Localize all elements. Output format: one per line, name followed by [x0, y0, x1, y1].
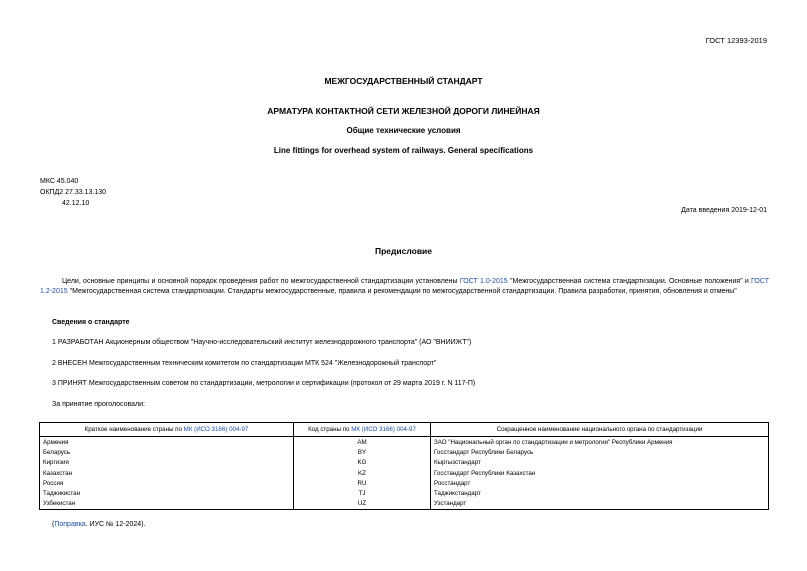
- code-cell: BY: [294, 447, 431, 457]
- voted-label: За принятие проголосовали:: [52, 401, 145, 408]
- table-row: [40, 488, 769, 498]
- correction-link[interactable]: Поправка: [54, 521, 86, 528]
- item-adopted: 3 ПРИНЯТ Межгосударственным советом по стандартизации, метрологии и сертификации (протокол от 29 марта 2019 г. N 117-П): [52, 380, 476, 387]
- preface-heading: Предисловие: [374, 246, 433, 256]
- preface-text-a: Цели, основные принципы и основной порядок проведения работ по межгосударственной стандартизации установлены: [62, 278, 460, 285]
- code-cell: RU: [294, 478, 431, 488]
- country-cell: Казахстан: [40, 468, 294, 478]
- table-row: [40, 447, 769, 457]
- column-header-body: Сокращенное наименование национального органа по стандартизации: [431, 423, 769, 437]
- standard-info-heading: Сведения о стандарте: [52, 319, 130, 326]
- column-header-code: Код страны по МК (ИСО 3166) 004-97: [294, 423, 431, 437]
- correction-note: [52, 521, 145, 528]
- item-submitted: 2 ВНЕСЕН Межгосударственным техническим комитетом по стандартизации МТК 524 "Железнодорожный транспорт": [52, 360, 437, 367]
- code-cell: AM: [294, 437, 431, 448]
- code-cell: TJ: [294, 488, 431, 498]
- mk-iso-link[interactable]: МК (ИСО 3166) 004-97: [183, 426, 249, 433]
- body-cell: Госстандарт Республики Казахстан: [431, 468, 769, 478]
- item-developed: 1 РАЗРАБОТАН Акционерным обществом "Научно-исследовательский институт железнодорожного транспорта" (АО "ВНИИЖТ"): [52, 339, 472, 346]
- code-cell: KZ: [294, 468, 431, 478]
- document-code: ГОСТ 12393-2019: [705, 36, 767, 45]
- table-row: [40, 468, 769, 478]
- classification-block: [40, 176, 106, 209]
- country-cell: Армения: [40, 437, 294, 448]
- correction-open-paren: (: [52, 521, 55, 528]
- body-cell: Кыргызстандарт: [431, 458, 769, 468]
- body-cell: Росстандарт: [431, 478, 769, 488]
- document-title: АРМАТУРА КОНТАКТНОЙ СЕТИ ЖЕЛЕЗНОЙ ДОРОГИ ЛИНЕЙНАЯ: [267, 106, 540, 116]
- table-row: [40, 478, 769, 488]
- preface-paragraph: [40, 277, 769, 297]
- country-cell: Беларусь: [40, 447, 294, 457]
- mks-code: МКС 45.040: [40, 178, 79, 185]
- body-cell: Узстандарт: [431, 499, 769, 510]
- gost-1-0-link[interactable]: ГОСТ 1.0-2015: [459, 278, 508, 285]
- country-cell: Россия: [40, 478, 294, 488]
- preface-text-b: "Межгосударственная система стандартизации. Основные положения" и: [507, 278, 752, 285]
- code-cell: KG: [294, 458, 431, 468]
- country-cell: Киргизия: [40, 458, 294, 468]
- body-cell: Таджикстандарт: [431, 488, 769, 498]
- column-header-country: Краткое наименование страны по МК (ИСО 3166) 004-97: [40, 423, 294, 437]
- correction-text: . ИУС № 12-2024).: [85, 521, 146, 528]
- okpd-code: ОКПД2 27.33.13.130: [40, 189, 107, 196]
- country-cell: Узбекистан: [40, 499, 294, 510]
- table-row: [40, 458, 769, 468]
- table-row: [40, 499, 769, 510]
- document-subtitle: Общие технические условия: [346, 126, 461, 135]
- document-title-english: Line fittings for overhead system of railways. General specifications: [273, 146, 534, 155]
- introduction-date: Дата введения 2019-12-01: [681, 207, 767, 214]
- code-cell: UZ: [294, 499, 431, 510]
- gost-1-2-link[interactable]: ГОСТ 1.2-2015: [40, 278, 769, 295]
- body-cell: Госстандарт Республики Беларусь: [431, 447, 769, 457]
- okpd-extra-code: 42.12.10: [62, 200, 90, 207]
- body-cell: ЗАО "Национальный орган по стандартизации и метрологии" Республики Армения: [431, 437, 769, 448]
- mk-iso-link[interactable]: МК (ИСО 3166) 004-97: [351, 426, 416, 433]
- standard-type-heading: МЕЖГОСУДАРСТВЕННЫЙ СТАНДАРТ: [324, 76, 483, 86]
- table-header-row: [40, 423, 769, 437]
- table-row: [40, 437, 769, 448]
- voting-states-table: [39, 422, 769, 510]
- country-cell: Таджикистан: [40, 488, 294, 498]
- preface-text-c: "Межгосударственная система стандартизации. Стандарты межгосударственные, правила и рекомендации по межгосударственной стандартизации. Правила разработки, принятия, обновления и отмены": [67, 288, 737, 295]
